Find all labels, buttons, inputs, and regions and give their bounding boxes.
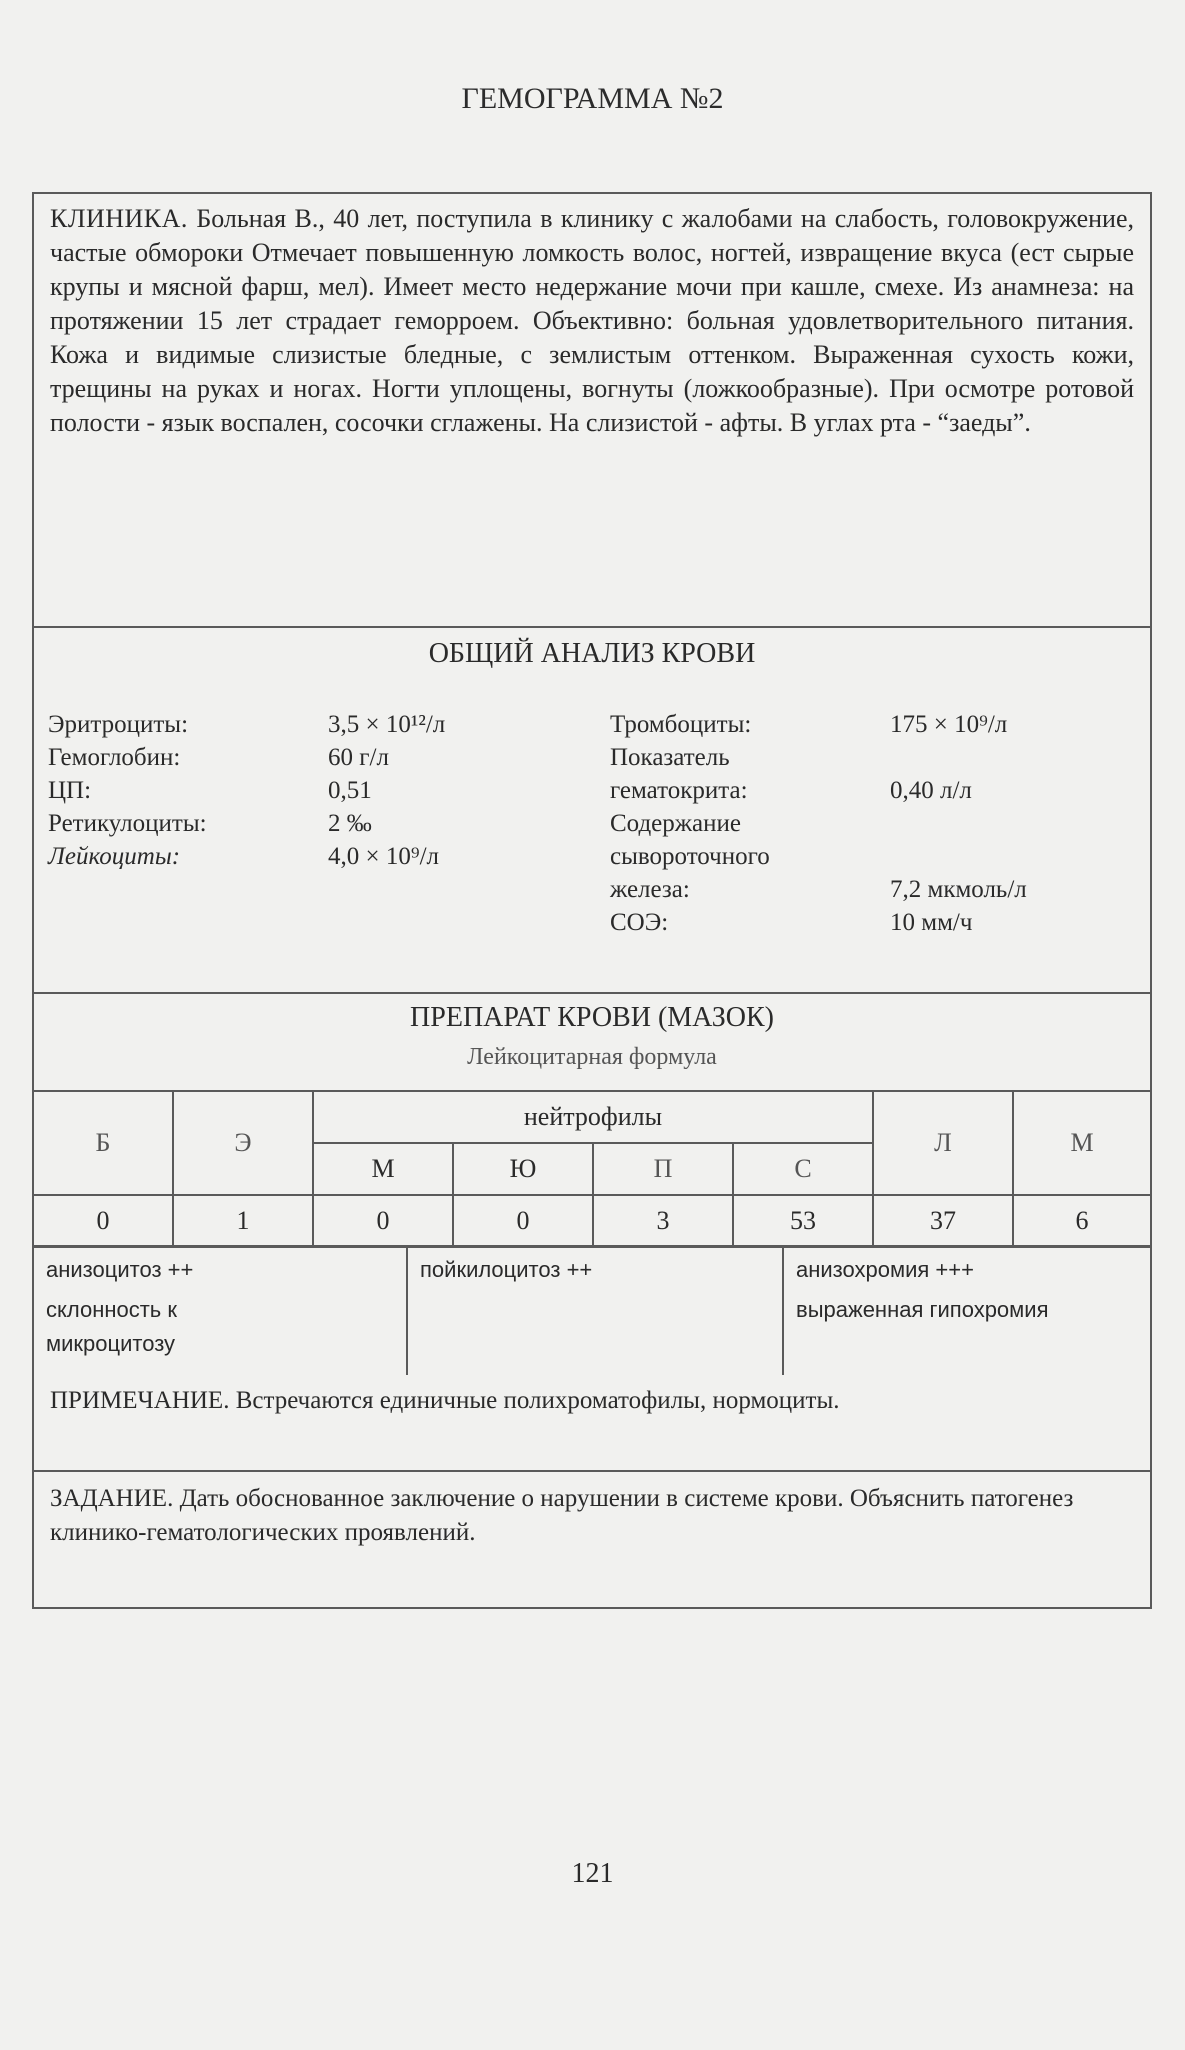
label-erythrocytes: Эритроциты: [48,711,189,738]
task-section [34,1472,1150,1607]
label-iron-1: Содержание [610,810,741,837]
value-cell-b: 0 [34,1195,173,1247]
value-leukocytes: 4,0 × 10⁹/л [328,843,439,870]
label-leukocytes: Лейкоциты: [48,843,181,870]
neutrophils-header: нейтрофилы [313,1092,873,1143]
label-hematocrit-2: гематокрита: [610,777,748,804]
header-cell-m: М [313,1143,453,1195]
value-iron: 7,2 мкмоль/л [890,876,1027,903]
page-number: 121 [571,1858,614,1889]
header-cell-l: Л [873,1092,1013,1195]
value-hemoglobin: 60 г/л [328,744,389,771]
hypochromia-label: выраженная гипохромия [796,1297,1049,1322]
label-platelets: Тромбоциты: [610,711,752,738]
task-text: Дать обоснованное заключение о нарушении в системе крови. Объяснить патогенез клинико-гематологических проявлений. [50,1485,1074,1546]
value-blank-2 [890,807,1027,840]
poikilocytosis-label: пойкилоцитоз ++ [420,1257,593,1282]
value-cell-l: 37 [873,1195,1013,1247]
case-frame [32,192,1152,1609]
header-cell-mono: М [1013,1092,1150,1195]
label-hematocrit-1: Показатель [610,744,730,771]
header-cell-b: Б [34,1092,173,1195]
value-platelets: 175 × 10⁹/л [890,711,1008,738]
value-hematocrit: 0,40 л/л [890,777,972,804]
page-title: ГЕМОГРАММА №2 [461,82,724,115]
value-cell-yu: 0 [453,1195,593,1247]
blood-test-title: ОБЩИЙ АНАЛИЗ КРОВИ [428,638,756,669]
value-cell-e: 1 [173,1195,313,1247]
value-erythrocytes: 3,5 × 10¹²/л [328,711,446,738]
anisochromia-label: анизохромия +++ [796,1257,974,1282]
value-blank-1 [890,741,1027,774]
blood-left-values [328,708,445,873]
microcytosis-line-2: микроцитозу [46,1331,176,1356]
blood-left-labels [48,708,207,873]
value-esr: 10 мм/ч [890,909,973,936]
morph-anisocytosis [34,1247,406,1375]
note-text: Встречаются единичные полихроматофилы, нормоциты. [235,1387,840,1414]
value-color-index: 0,51 [328,777,372,804]
note-section [34,1372,1150,1472]
morphology-row [34,1245,1150,1375]
label-reticulocytes: Ретикулоциты: [48,810,207,837]
label-iron-2: сывороточного [610,843,770,870]
header-cell-e: Э [173,1092,313,1195]
value-blank-3 [890,840,1027,873]
microcytosis-line-1: склонность к [46,1297,178,1322]
header-cell-p: П [593,1143,733,1195]
value-cell-m: 0 [313,1195,453,1247]
clinic-lead: КЛИНИКА. [50,204,188,233]
morph-poikilocytosis [406,1247,782,1375]
blood-test-section [34,628,1150,994]
value-cell-mono: 6 [1013,1195,1150,1247]
leukocyte-formula-table [34,1092,1150,1248]
label-hemoglobin: Гемоглобин: [48,744,181,771]
anisocytosis-label: анизоцитоз ++ [46,1257,194,1282]
label-color-index: ЦП: [48,777,92,804]
header-cell-s: С [733,1143,873,1195]
value-reticulocytes: 2 ‰ [328,810,372,837]
label-esr: СОЭ: [610,909,669,936]
clinic-section [34,194,1150,628]
task-lead: ЗАДАНИЕ. [50,1485,174,1512]
blood-right-labels [610,708,770,939]
blood-right-values [890,708,1027,939]
clinic-text: Больная В., 40 лет, поступила в клинику с жалобами на слабость, головокружение, частые обмороки Отмечает повышенную ломкость волос, ногтей, извращение вкуса (ест сырые крупы и мясной фарш, мел). Имеет место недержание мочи при кашле, смехе. Из анамнеза: на протяжении 15 лет страдает геморроем. Объективно: больная удовлетворительного питания. Кожа и видимые слизистые бледные, с землистым оттенком. Выраженная сухость кожи, трещины на руках и ногах. Ногти уплощены, вогнуты (ложкообразные). При осмотре ротовой полости - язык воспален, сосочки сглажены. На слизистой - афты. В углах рта - “заеды”. [50,204,1135,437]
label-iron-3: железа: [610,876,690,903]
value-cell-p: 3 [593,1195,733,1247]
value-cell-s: 53 [733,1195,873,1247]
smear-section [34,994,1150,1424]
note-lead: ПРИМЕЧАНИЕ. [50,1387,230,1414]
smear-subtitle: Лейкоцитарная формула [467,1044,717,1070]
header-cell-yu: Ю [453,1143,593,1195]
smear-title: ПРЕПАРАТ КРОВИ (МАЗОК) [410,1002,774,1033]
morph-anisochromia [782,1247,1150,1375]
